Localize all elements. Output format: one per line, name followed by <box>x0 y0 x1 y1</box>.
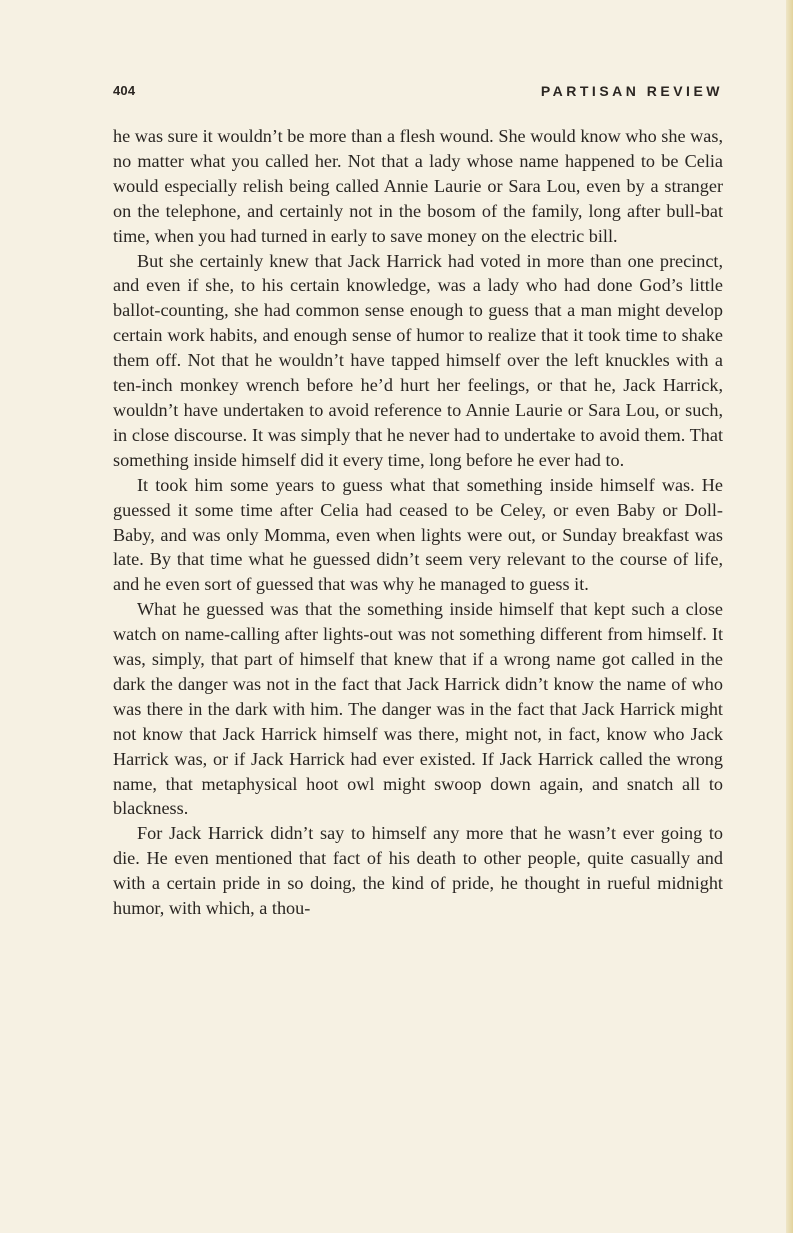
paragraph-2: But she certainly knew that Jack Harrick had voted in more than one precinct, and even if she, to his certain knowledge, was a lady who had done God’s little ballot-counting, she had common sense enough to guess that a man might develop certain work habits, and enough sense of humor to realize that it took time to shake them off. Not that he wouldn’t have tapped himself over the left knuckles with a ten-inch monkey wrench before he’d hurt her feelings, or that he, Jack Harrick, wouldn’t have undertaken to avoid reference to Annie Laurie or Sara Lou, or such, in close discourse. It was simply that he never had to undertake to avoid them. That something inside himself did it every time, long before he ever had to. <box>113 250 723 470</box>
body-text <box>113 124 723 921</box>
page-number: 404 <box>113 83 136 98</box>
page-edge <box>786 0 793 1233</box>
running-head-title: PARTISAN REVIEW <box>540 83 723 99</box>
paragraph-4: What he guessed was that the something inside himself that kept such a close watch on name-calling after lights-out was not something different from himself. It was, simply, that part of himself that knew that if a wrong name got called in the dark the danger was not in the fact that Jack Harrick didn’t know the name of who was there in the dark with him. The danger was in the fact that Jack Harrick might not know that Jack Harrick himself was there, might not, in fact, know who Jack Harrick was, or if Jack Harrick had ever existed. If Jack Harrick called the wrong name, that metaphysical hoot owl might swoop down again, and snatch all to blackness. <box>113 599 723 819</box>
paragraph-5: For Jack Harrick didn’t say to himself any more that he wasn’t ever going to die. He even mentioned that fact of his death to other people, quite casually and with a certain pride in so doing, the kind of pride, he thought in rueful midnight humor, with which, a thou- <box>113 823 723 919</box>
paragraph-1: he was sure it wouldn’t be more than a flesh wound. She would know who she was, no matter what you called her. Not that a lady whose name happened to be Celia would especially relish being called Annie Laurie or Sara Lou, even by a stranger on the telephone, and certainly not in the bosom of the family, long after bull-bat time, when you had turned in early to save money on the electric bill. <box>113 126 723 246</box>
paragraph-3: It took him some years to guess what that something inside himself was. He guessed it some time after Celia had ceased to be Celey, or even Baby or Doll-Baby, and was only Momma, even when lights were out, or Sunday breakfast was late. By that time what he guessed didn’t seem very relevant to the course of life, and he even sort of guessed that was why he managed to guess it. <box>113 474 723 595</box>
running-header <box>113 83 723 105</box>
